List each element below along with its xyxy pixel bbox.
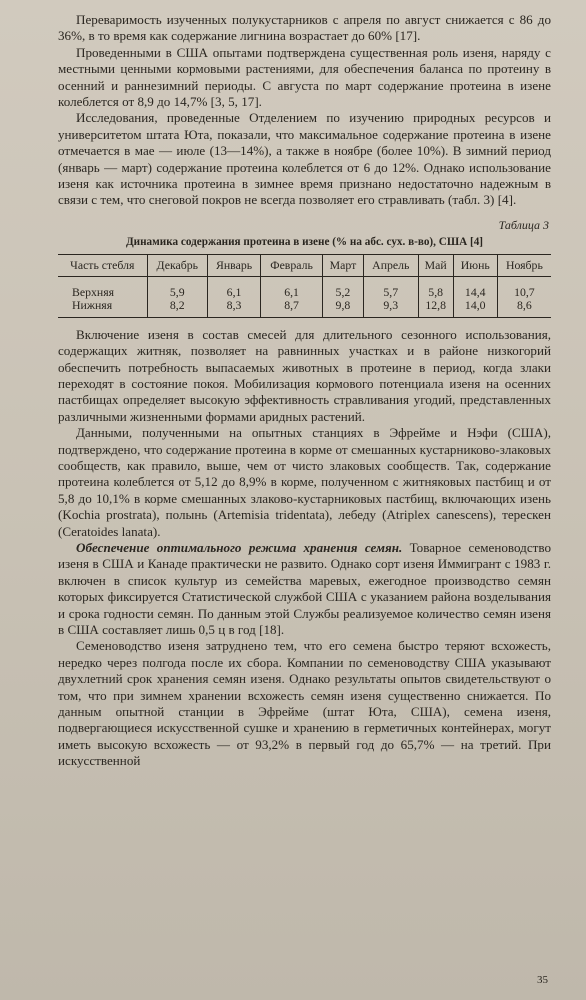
table-cell: Нижняя xyxy=(72,297,113,312)
table-cell: 10,7 xyxy=(497,276,551,299)
table-cell: 9,8 xyxy=(322,299,363,318)
paragraph-2: Проведенными в США опытами подтверждена существенная роль изеня, наряду с местными ценными кормовыми растениями, для обеспечения баланса по протеину в осенний и раннезимний периоды. С августа по март содержание протеина в изене колеблется от 8,9 до 14,7% [3, 5, 17]. xyxy=(58,44,551,110)
table-header-cell: Февраль xyxy=(261,254,323,276)
table-header-cell: Март xyxy=(322,254,363,276)
table-header-cell: Декабрь xyxy=(147,254,207,276)
table-cell: 14,0 xyxy=(453,299,497,318)
table-cell: 8,6 xyxy=(497,299,551,318)
table-title: Динамика содержания протеина в изене (% на абс. сух. в-во), США [4] xyxy=(125,236,484,249)
table-cell: 8,7 xyxy=(261,299,323,318)
table-cell: 5,2 xyxy=(322,276,363,299)
page-number: 35 xyxy=(537,974,548,986)
table-header-cell: Май xyxy=(418,254,453,276)
table-row xyxy=(58,299,551,318)
table-cell: Верхняя xyxy=(72,284,115,299)
table-cell: 6,1 xyxy=(261,276,323,299)
protein-table xyxy=(58,254,551,318)
table-row xyxy=(58,276,551,299)
table-cell: 14,4 xyxy=(453,276,497,299)
table-caption: Таблица 3 xyxy=(498,217,549,232)
table-cell: 6,1 xyxy=(207,276,260,299)
table-header-row xyxy=(58,254,551,276)
paragraph-6 xyxy=(58,540,551,638)
paragraph-7: Семеноводство изеня затруднено тем, что его семена быстро теряют всхожесть, нередко через полгода после их сбора. Компании по семеноводству США указывают двухлетний срок хранения семян изеня. Однако результаты опытов свидетельствуют о том, что при зимнем хранении всхожесть семян изеня существенно снижается. По данным опытной станции в Эфрейме (штат Юта, США), семена изеня, подвергающиеся искусственной сушке и хранению в герметичных контейнерах, могут иметь высокую всхожесть — от 93,2% в первый год до 65,7% — на третий. При искусственной xyxy=(58,638,551,769)
table-cell: 5,9 xyxy=(147,276,207,299)
table-header-cell: Часть стебля xyxy=(58,254,147,276)
table-header-cell: Ноябрь xyxy=(497,254,551,276)
table-header-cell: Апрель xyxy=(363,254,418,276)
table-cell: 5,8 xyxy=(418,276,453,299)
table-cell: 8,2 xyxy=(147,299,207,318)
table-cell: 8,3 xyxy=(207,299,260,318)
table-cell: 5,7 xyxy=(363,276,418,299)
table-header-cell: Январь xyxy=(207,254,260,276)
table-cell: 12,8 xyxy=(418,299,453,318)
text-column xyxy=(58,12,551,770)
paragraph-1: Переваримость изученных полукустарников с апреля по август снижается с 86 до 36%, в то время как содержание лигнина возрастает до 60% [17]. xyxy=(58,12,551,44)
table-cell: 9,3 xyxy=(363,299,418,318)
paragraph-3: Исследования, проведенные Отделением по изучению природных ресурсов и университетом штата Юта, показали, что максимальное содержание протеина в изене отмечается в мае — июле (13—14%), а также в ноябре (более 10%). В зимний период (январь — март) содержание протеина колеблется от 6 до 12%. Однако использование изеня как источника протеина в зимнее время признано недостаточно надежным в связи с тем, что снеговой покров не всегда позволяет его стравливать (табл. 3) [4]. xyxy=(58,110,551,208)
paragraph-6-text: Товарное семеноводство изеня в США и Канаде практически не развито. Однако сорт изеня Иммигрант с 1983 г. включен в список культур из семейства маревых, ежегодное производство семян которых фиксируется Статистической службой США с указанием района возделывания и срока годности семян. По данным этой Службы реализуемое количество семян изеня в США составляет лишь 0,5 ц в год [18]. xyxy=(58,539,551,637)
paragraph-4: Включение изеня в состав смесей для длительного сезонного использования, содержащих житняк, позволяет на равнинных участках и в районе низкогорий обеспечить потребность выпасаемых животных в протеине в период, когда злаки переходят в состояние покоя. Мобилизация кормового потенциала изеня на осенних пастбищах определяет высокую эффективность стравливания угодий, представленных различными жизненными формами аридных растений. xyxy=(58,326,551,424)
section-heading: Обеспечение оптимального режима хранения семян. xyxy=(76,539,403,555)
paragraph-5: Данными, полученными на опытных станциях в Эфрейме и Нэфи (США), подтверждено, что содержание протеина в корме от смешанных кустарниково-злаковых сообществ, как правило, выше, чем от чисто злаковых сообществ. Так, содержание протеина колеблется от 5,12 до 8,9% в корме, полученном с житняковых пастбищ и от 5,8 до 10,1% в корме смешанных злаково-кустарниковых пастбищ, включающих изень (Kochia prostrata), полынь (Artemisia tridentata), лебеду (Atriplex canescens), терескен (Ceratoides lanata). xyxy=(58,425,551,539)
table-header-cell: Июнь xyxy=(453,254,497,276)
